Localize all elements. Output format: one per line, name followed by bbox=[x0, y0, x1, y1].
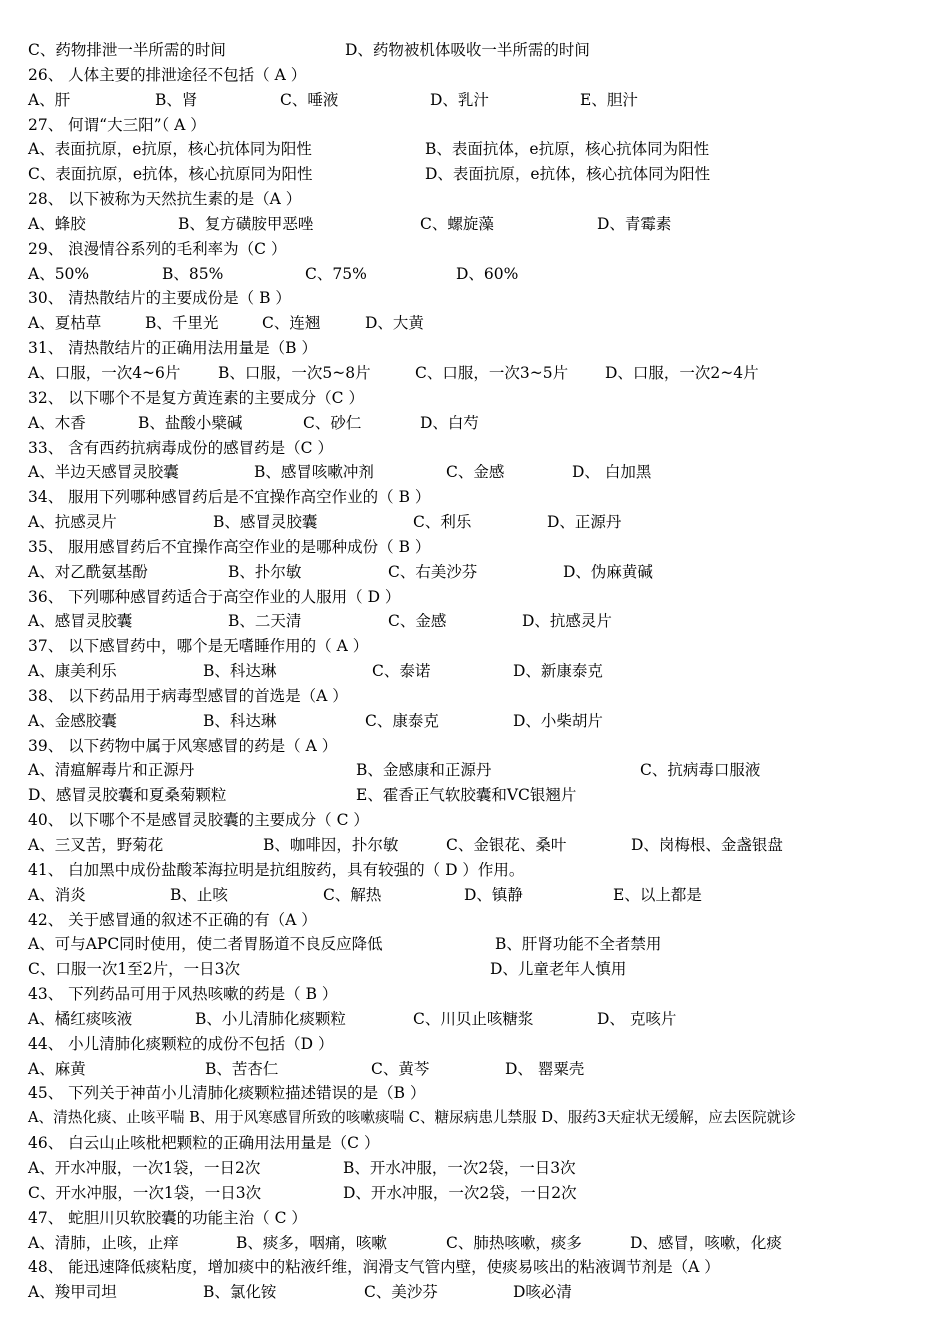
options-line bbox=[0, 560, 950, 585]
option-text: A、康美利乐 bbox=[28, 662, 117, 681]
option-text: D咳必清 bbox=[513, 1283, 572, 1302]
option-text: B、氯化铵 bbox=[203, 1283, 277, 1302]
option-text: D、 罂粟壳 bbox=[505, 1059, 585, 1078]
option-text: A、清肺，止咳，止痒 bbox=[28, 1233, 179, 1252]
option-text: B、金感康和正源丹 bbox=[356, 761, 492, 780]
option-text: B、二天清 bbox=[228, 612, 302, 631]
option-text: A、夏枯草 bbox=[28, 314, 102, 333]
option-text: C、肺热咳嗽，痰多 bbox=[446, 1233, 582, 1252]
option-text: D、60% bbox=[456, 264, 519, 283]
option-text: C、利乐 bbox=[413, 513, 472, 532]
option-text: A、羧甲司坦 bbox=[28, 1283, 117, 1302]
option-text: B、85% bbox=[162, 264, 224, 283]
option-text: D、新康泰克 bbox=[513, 662, 603, 681]
option-text: D、感冒灵胶囊和夏桑菊颗粒 bbox=[28, 786, 227, 805]
question-text: 32、 以下哪个不是复方黄连素的主要成分（C ） bbox=[28, 388, 364, 407]
question-text: 40、 以下哪个不是感冒灵胶囊的主要成分（ C ） bbox=[28, 811, 369, 830]
options-line bbox=[0, 1181, 950, 1206]
question-text: 48、 能迅速降低痰粘度，增加痰中的粘液纤维，润滑支气管内壁，使痰易咳出的粘液调节剂是（A ） bbox=[28, 1258, 720, 1277]
question-line bbox=[0, 908, 950, 933]
option-text: D、儿童老年人慎用 bbox=[490, 960, 627, 979]
options-line bbox=[0, 361, 950, 386]
option-text: B、感冒咳嗽冲剂 bbox=[254, 463, 374, 482]
option-text: C、75% bbox=[305, 264, 367, 283]
option-text: D、大黄 bbox=[365, 314, 424, 333]
option-text: B、肾 bbox=[155, 90, 198, 109]
option-text: B、肝肾功能不全者禁用 bbox=[495, 935, 662, 954]
question-text: 45、 下列关于神苗小儿清肺化痰颗粒描述错误的是（B ） bbox=[28, 1084, 426, 1103]
option-text: A、三叉苦，野菊花 bbox=[28, 836, 164, 854]
option-text: B、科达琳 bbox=[203, 662, 277, 681]
option-text: B、科达琳 bbox=[203, 711, 277, 730]
question-text: 42、 关于感冒通的叙述不正确的有（A ） bbox=[28, 910, 317, 929]
options-line bbox=[0, 833, 950, 858]
options-line bbox=[0, 957, 950, 982]
option-text: E、胆汁 bbox=[580, 90, 638, 109]
option-text: B、千里光 bbox=[145, 314, 219, 333]
option-text: D、青霉素 bbox=[597, 214, 672, 233]
options-line bbox=[0, 1007, 950, 1032]
option-text: A、蜂胶 bbox=[28, 214, 86, 233]
question-line bbox=[0, 858, 950, 883]
option-text: D、 白加黑 bbox=[572, 463, 652, 482]
question-line bbox=[0, 386, 950, 411]
option-text: C、泰诺 bbox=[372, 662, 431, 681]
option-text: B、苦杏仁 bbox=[205, 1059, 279, 1078]
option-text: A、可与APC同时使用，使二者胃肠道不良反应降低 bbox=[28, 935, 383, 954]
question-text: 28、 以下被称为天然抗生素的是（A ） bbox=[28, 190, 302, 209]
option-text: A、消炎 bbox=[28, 885, 86, 904]
option-text: C、口服一次1至2片，一日3次 bbox=[28, 960, 240, 979]
question-line bbox=[0, 982, 950, 1007]
option-text: A、清瘟解毒片和正源丹 bbox=[28, 761, 195, 780]
question-text: 38、 以下药品用于病毒型感冒的首选是（A ） bbox=[28, 686, 348, 705]
option-text: C、表面抗原，e抗体，核心抗原同为阳性 bbox=[28, 165, 313, 184]
option-text: D、伪麻黄碱 bbox=[563, 562, 653, 581]
question-text: 37、 以下感冒药中，哪个是无嗜睡作用的（ A ） bbox=[28, 637, 369, 656]
option-text: C、砂仁 bbox=[303, 413, 362, 432]
options-line bbox=[0, 609, 950, 634]
question-text: 30、 清热散结片的主要成份是（ B ） bbox=[28, 289, 291, 308]
option-text: C、口服，一次3~5片 bbox=[415, 363, 569, 382]
option-text: B、扑尔敏 bbox=[228, 562, 302, 581]
option-text: A、清热化痰、止咳平喘 B、用于风寒感冒所致的咳嗽痰喘 C、糖尿病患儿禁服 D、服药3天症状无缓解，应去医院就诊 bbox=[28, 1109, 796, 1127]
question-text: 36、 下列哪种感冒药适合于高空作业的人服用（ D ） bbox=[28, 587, 401, 606]
options-line bbox=[0, 411, 950, 436]
options-line bbox=[0, 932, 950, 957]
option-text: D、抗感灵片 bbox=[522, 612, 612, 631]
options-line bbox=[0, 311, 950, 336]
options-line bbox=[0, 460, 950, 485]
option-text: A、橘红痰咳液 bbox=[28, 1009, 133, 1028]
option-text: B、止咳 bbox=[170, 885, 228, 904]
question-line bbox=[0, 1255, 950, 1280]
question-line bbox=[0, 634, 950, 659]
options-line bbox=[0, 510, 950, 535]
option-text: A、表面抗原，e抗原，核心抗体同为阳性 bbox=[28, 140, 312, 159]
option-text: C、金感 bbox=[446, 463, 505, 482]
option-text: A、肝 bbox=[28, 90, 71, 109]
question-line bbox=[0, 286, 950, 311]
question-text: 44、 小儿清肺化痰颗粒的成份不包括（D ） bbox=[28, 1034, 334, 1053]
question-text: 47、 蛇胆川贝软胶囊的功能主治（ C ） bbox=[28, 1208, 307, 1227]
option-text: B、复方磺胺甲恶唑 bbox=[178, 214, 314, 233]
options-line bbox=[0, 88, 950, 113]
option-text: D、白芍 bbox=[420, 413, 479, 432]
option-text: C、连翘 bbox=[262, 314, 321, 333]
question-line bbox=[0, 535, 950, 560]
options-line bbox=[0, 262, 950, 287]
option-text: C、唾液 bbox=[280, 90, 339, 109]
question-text: 43、 下列药品可用于风热咳嗽的药是（ B ） bbox=[28, 985, 338, 1004]
option-text: A、麻黄 bbox=[28, 1059, 86, 1078]
option-text: C、药物排泄一半所需的时间 bbox=[28, 41, 226, 59]
option-text: C、螺旋藻 bbox=[420, 214, 494, 233]
options-line bbox=[0, 1057, 950, 1082]
options-line bbox=[0, 659, 950, 684]
question-line bbox=[0, 1032, 950, 1057]
options-line bbox=[0, 758, 950, 783]
options-line bbox=[0, 783, 950, 808]
question-text: 26、 人体主要的排泄途径不包括（ A ） bbox=[28, 65, 307, 84]
option-text: A、半边天感冒灵胶囊 bbox=[28, 463, 179, 482]
option-text: D、小柴胡片 bbox=[513, 711, 603, 730]
question-line bbox=[0, 485, 950, 510]
option-text: C、解热 bbox=[323, 885, 382, 904]
question-text: 41、 白加黑中成份盐酸苯海拉明是抗组胺药，具有较强的（ D ）作用。 bbox=[28, 860, 525, 879]
option-text: D、正源丹 bbox=[547, 513, 622, 532]
option-text: D、口服，一次2~4片 bbox=[605, 363, 759, 382]
option-text: A、感冒灵胶囊 bbox=[28, 612, 133, 631]
question-text: 27、 何谓“大三阳”（ A ） bbox=[28, 115, 206, 134]
question-line bbox=[0, 436, 950, 461]
option-text: A、开水冲服，一次1袋，一日2次 bbox=[28, 1158, 261, 1177]
option-text: E、以上都是 bbox=[613, 885, 702, 904]
question-line bbox=[0, 113, 950, 138]
option-text: A、金感胶囊 bbox=[28, 711, 117, 730]
options-line bbox=[0, 1106, 950, 1131]
options-line bbox=[0, 1156, 950, 1181]
option-text: D、表面抗原，e抗体，核心抗体同为阳性 bbox=[425, 165, 711, 184]
option-text: C、美沙芬 bbox=[364, 1283, 438, 1302]
options-line bbox=[0, 137, 950, 162]
option-text: C、川贝止咳糖浆 bbox=[413, 1009, 534, 1028]
option-text: A、木香 bbox=[28, 413, 86, 432]
options-line bbox=[0, 709, 950, 734]
options-line bbox=[0, 1280, 950, 1305]
option-text: D、药物被机体吸收一半所需的时间 bbox=[345, 41, 590, 59]
option-text: D、镇静 bbox=[464, 885, 523, 904]
question-line bbox=[0, 1131, 950, 1156]
option-text: D、感冒，咳嗽，化痰 bbox=[630, 1233, 782, 1252]
question-text: 46、 白云山止咳枇杷颗粒的正确用法用量是（C ） bbox=[28, 1134, 380, 1153]
question-line bbox=[0, 684, 950, 709]
option-text: B、盐酸小檗碱 bbox=[138, 413, 243, 432]
question-text: 35、 服用感冒药后不宜操作高空作业的是哪种成份（ B ） bbox=[28, 537, 431, 556]
option-text: A、抗感灵片 bbox=[28, 513, 117, 532]
question-line bbox=[0, 187, 950, 212]
options-line bbox=[0, 883, 950, 908]
option-text: B、开水冲服，一次2袋，一日3次 bbox=[343, 1158, 576, 1177]
question-line bbox=[0, 1206, 950, 1231]
option-text: D、乳汁 bbox=[430, 90, 489, 109]
option-text: C、开水冲服，一次1袋，一日3次 bbox=[28, 1183, 262, 1202]
question-line bbox=[0, 237, 950, 262]
option-text: C、抗病毒口服液 bbox=[640, 761, 761, 780]
question-text: 33、 含有西药抗病毒成份的感冒药是（C ） bbox=[28, 438, 333, 457]
question-line bbox=[0, 585, 950, 610]
question-text: 39、 以下药物中属于风寒感冒的药是（ A ） bbox=[28, 736, 338, 755]
option-text: A、口服，一次4~6片 bbox=[28, 363, 181, 382]
question-line bbox=[0, 1081, 950, 1106]
option-text: B、口服，一次5~8片 bbox=[218, 363, 371, 382]
option-text: D、开水冲服，一次2袋，一日2次 bbox=[343, 1183, 577, 1202]
question-text: 34、 服用下列哪种感冒药后是不宜操作高空作业的（ B ） bbox=[28, 488, 431, 507]
document-page bbox=[0, 38, 950, 1305]
option-text: C、金感 bbox=[388, 612, 447, 631]
option-text: C、右美沙芬 bbox=[388, 562, 478, 581]
option-text: B、小儿清肺化痰颗粒 bbox=[195, 1009, 346, 1028]
options-line bbox=[0, 212, 950, 237]
option-text: B、感冒灵胶囊 bbox=[213, 513, 318, 532]
option-text: C、黄芩 bbox=[371, 1059, 430, 1078]
question-line bbox=[0, 734, 950, 759]
option-text: A、对乙酰氨基酚 bbox=[28, 562, 148, 581]
question-line bbox=[0, 336, 950, 361]
option-text: B、表面抗体，e抗原，核心抗体同为阳性 bbox=[425, 140, 710, 159]
question-text: 29、 浪漫情谷系列的毛利率为（C ） bbox=[28, 239, 287, 258]
option-text: A、50% bbox=[28, 264, 90, 283]
question-text: 31、 清热散结片的正确用法用量是（B ） bbox=[28, 339, 317, 358]
option-text: E、霍香正气软胶囊和VC银翘片 bbox=[356, 786, 577, 805]
option-text: B、痰多，咽痛，咳嗽 bbox=[236, 1233, 387, 1252]
option-text: C、金银花、桑叶 bbox=[446, 836, 567, 854]
question-line bbox=[0, 63, 950, 88]
option-text: B、咖啡因，扑尔敏 bbox=[263, 836, 399, 854]
options-line bbox=[0, 162, 950, 187]
question-line bbox=[0, 808, 950, 833]
option-text: C、康泰克 bbox=[365, 711, 439, 730]
options-line bbox=[0, 1231, 950, 1256]
option-text: D、 克咳片 bbox=[597, 1009, 677, 1028]
options-line bbox=[0, 38, 950, 63]
option-text: D、岗梅根、金盏银盘 bbox=[631, 836, 783, 854]
